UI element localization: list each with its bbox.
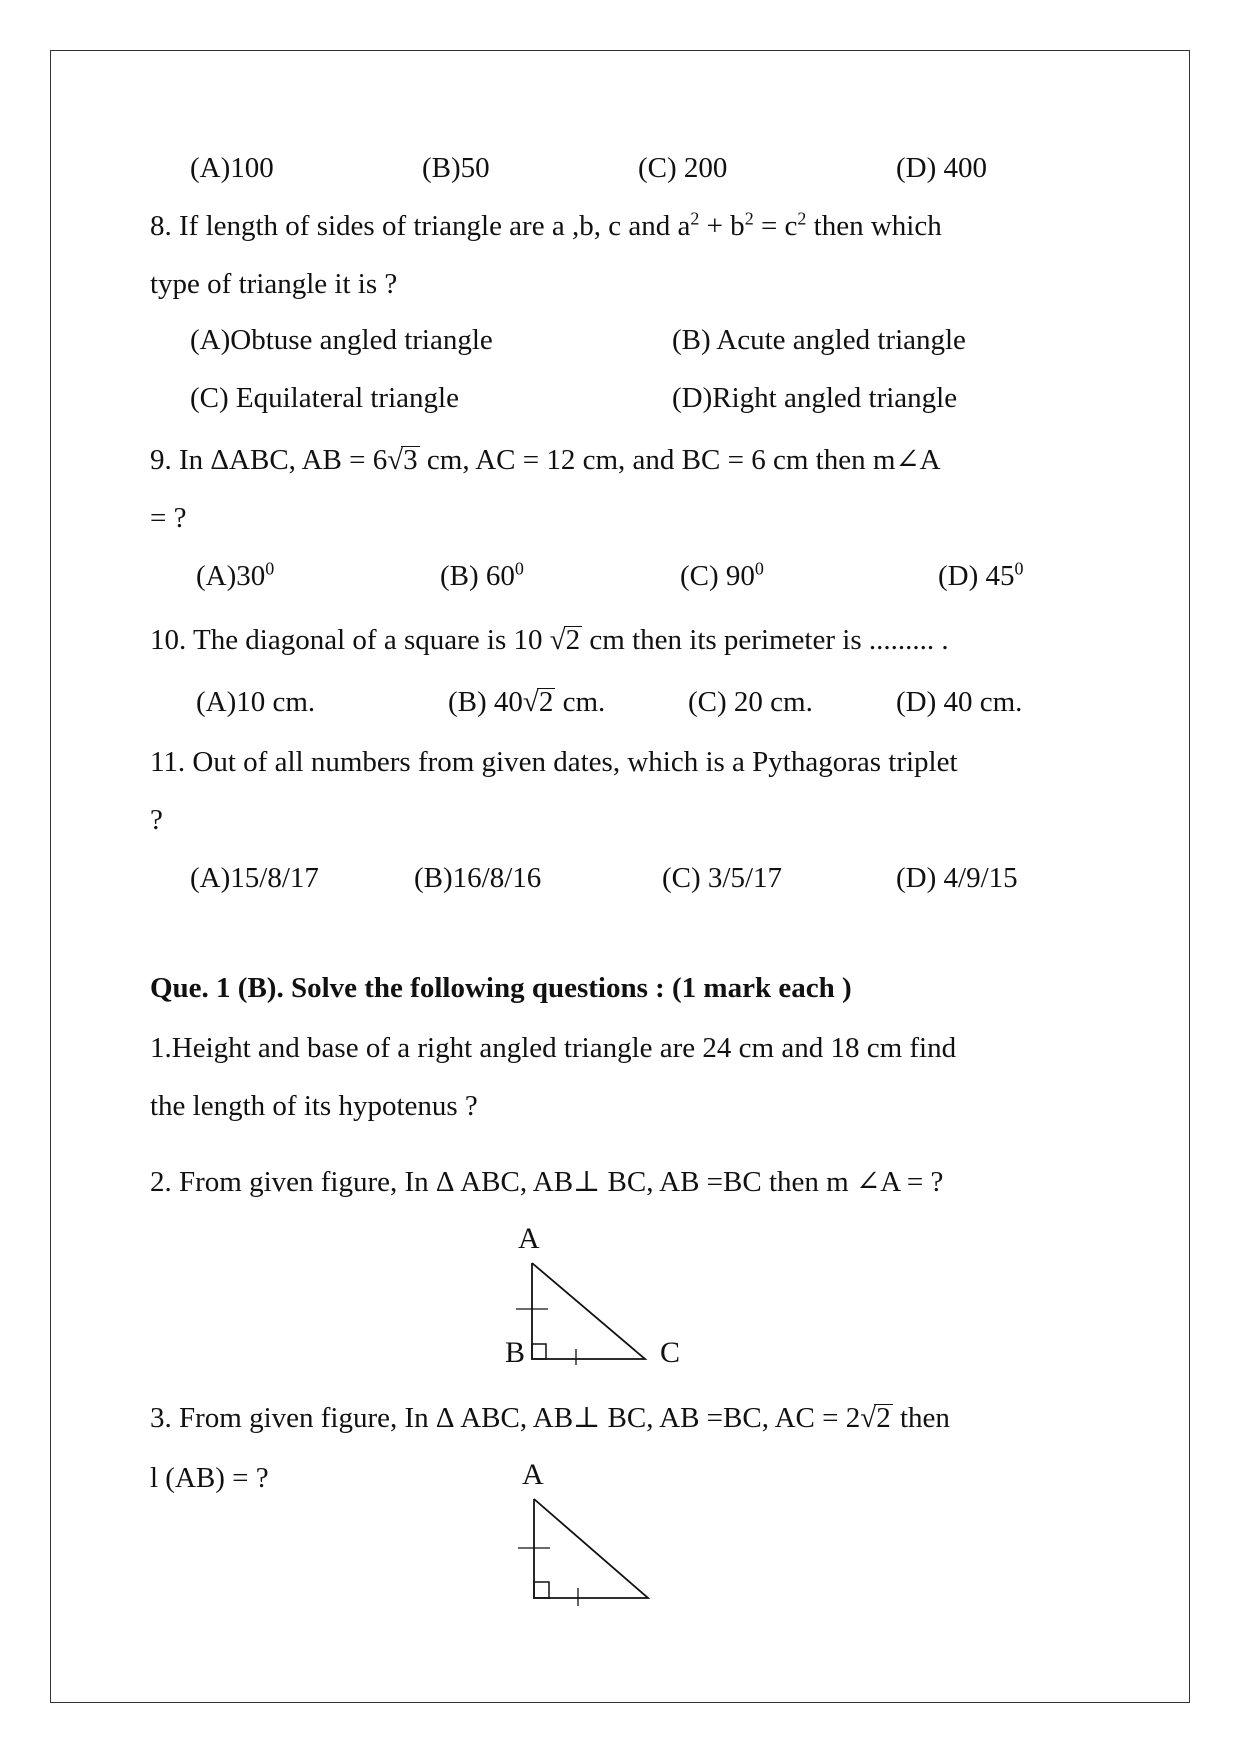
q10-option-c: (C) 20 cm. — [688, 686, 813, 718]
sqrt-symbol: √ — [522, 686, 539, 718]
b2-triangle-figure — [510, 1260, 660, 1365]
section-b-heading: Que. 1 (B). Solve the following questions : (1 mark each ) — [150, 972, 852, 1004]
q10-question-line1: 10. The diagonal of a square is 10 √2 cm then its perimeter is ......... . — [150, 624, 949, 656]
q11-option-b: (B)16/8/16 — [414, 862, 542, 894]
q8-option-c: (C) Equilateral triangle — [190, 382, 459, 414]
q11-option-d: (D) 4/9/15 — [896, 862, 1018, 894]
b2-question-line1: 2. From given figure, In Δ ABC, AB⊥ BC, AB =BC then m ∠A = ? — [150, 1166, 944, 1198]
q9-option-d: (D) $45^0$ — [938, 558, 1024, 592]
q9-question-line2: = ? — [150, 502, 187, 534]
sqrt-symbol: √ — [860, 1402, 877, 1434]
q10-option-a: (A)10 cm. — [196, 686, 316, 718]
b3-vertex-a-label: A — [522, 1458, 544, 1491]
q8-question-line1: 8. If length of sides of triangle are a ,b, c and $a^2 + b^2 = c^2$ then which — [150, 208, 942, 242]
q8-option-b: (B) Acute angled triangle — [672, 324, 966, 356]
q11-option-a: (A)15/8/17 — [190, 862, 319, 894]
q11-option-c: (C) 3/5/17 — [662, 862, 783, 894]
b3-question-line1: 3. From given figure, In Δ ABC, AB⊥ BC, AB =BC, AC = 2√2 then — [150, 1402, 950, 1434]
q8-option-a: (A)Obtuse angled triangle — [190, 324, 493, 356]
q9-option-a: $(A)30^0$ — [196, 558, 275, 592]
q10-option-d: (D) 40 cm. — [896, 686, 1023, 718]
q8-option-d: (D)Right angled triangle — [672, 382, 958, 414]
sqrt-symbol: √ — [549, 624, 566, 656]
q9-option-c: (C) $90^0$ — [680, 558, 764, 592]
q7-option-b: (B)50 — [422, 152, 490, 184]
q9-question-line1: 9. In ΔABC, AB = 6√3 cm, AC = 12 cm, and BC = 6 cm then m∠A — [150, 444, 941, 476]
right-angle-mark — [534, 1582, 549, 1598]
b2-vertex-c-label: C — [660, 1336, 681, 1369]
b1-question-line1: 1.Height and base of a right angled triangle are 24 cm and 18 cm find — [150, 1032, 957, 1064]
triangle-abc — [532, 1263, 645, 1359]
triangle-abc — [534, 1499, 648, 1598]
q11-question-line2: ? — [150, 804, 163, 836]
q10-option-b: (B) 40√2 cm. — [448, 686, 606, 718]
right-angle-mark — [532, 1344, 546, 1359]
q11-question-line1: 11. Out of all numbers from given dates, which is a Pythagoras triplet — [150, 746, 958, 778]
b2-vertex-a-label: A — [518, 1222, 540, 1255]
b3-question-line2: l (AB) = ? — [150, 1462, 269, 1494]
b3-triangle-figure — [510, 1496, 660, 1606]
q8-question-line2: type of triangle it is ? — [150, 268, 398, 300]
b1-question-line2: the length of its hypotenus ? — [150, 1090, 478, 1122]
b2-vertex-b-label: B — [505, 1336, 526, 1369]
q7-option-d: (D) 400 — [896, 152, 988, 184]
sqrt-symbol: √ — [387, 444, 404, 476]
q7-option-a: (A)100 — [190, 152, 274, 184]
q7-option-c: (C) 200 — [638, 152, 728, 184]
q9-option-b: (B) $60^0$ — [440, 558, 524, 592]
